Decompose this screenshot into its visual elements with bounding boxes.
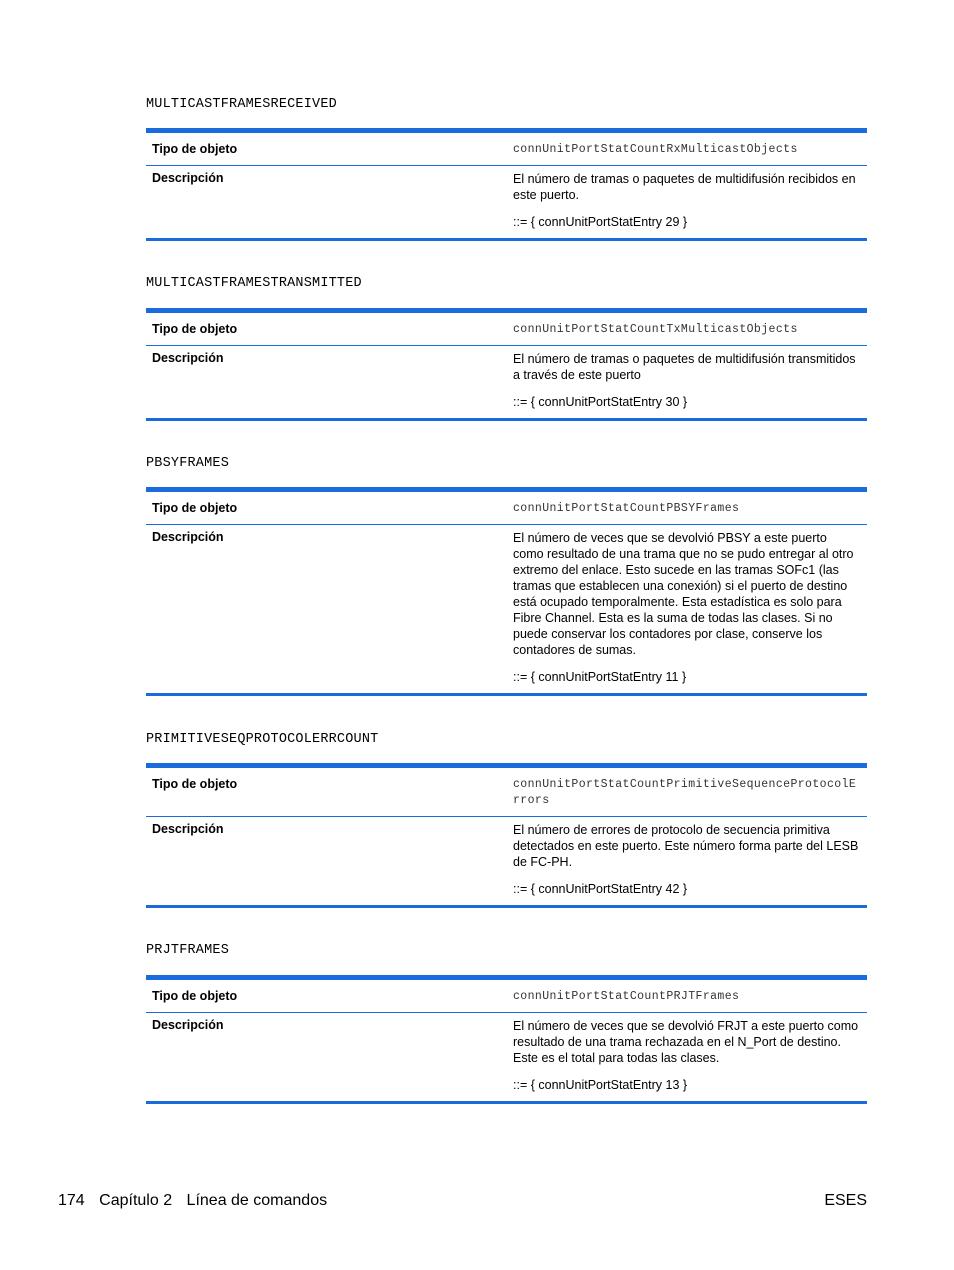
type-label: Tipo de objeto <box>152 777 238 791</box>
type-row <box>146 492 867 525</box>
type-row <box>146 313 867 346</box>
type-label: Tipo de objeto <box>152 989 238 1003</box>
section-pbsyframes <box>146 455 867 684</box>
description-label: Descripción <box>152 822 224 836</box>
section-title: PBSYFRAMES <box>146 456 230 471</box>
type-label: Tipo de objeto <box>152 322 238 336</box>
type-value: connUnitPortStatCountPRJTFrames <box>513 990 740 1003</box>
type-row <box>146 980 867 1013</box>
section-title: PRIMITIVESEQPROTOCOLERRCOUNT <box>146 732 379 747</box>
section-multicastframesreceived <box>146 96 867 229</box>
description-row <box>146 525 867 693</box>
entry-text: ::= { connUnitPortStatEntry 42 } <box>513 882 688 896</box>
description-row <box>146 346 867 418</box>
entry-text: ::= { connUnitPortStatEntry 11 } <box>513 670 687 684</box>
description-row <box>146 817 867 905</box>
section-title: MULTICASTFRAMESTRANSMITTED <box>146 276 362 291</box>
object-table <box>146 308 867 421</box>
type-value: connUnitPortStatCountPBSYFrames <box>513 502 740 515</box>
entry-text: ::= { connUnitPortStatEntry 29 } <box>513 215 688 229</box>
section-title: PRJTFRAMES <box>146 943 230 958</box>
section-title: MULTICASTFRAMESRECEIVED <box>146 97 337 112</box>
chapter-title: Línea de comandos <box>186 1192 328 1209</box>
type-row <box>146 768 867 817</box>
description-text: El número de tramas o paquetes de multidifusión transmitidos a través de este puerto <box>513 352 856 382</box>
chapter-label: Capítulo 2 <box>99 1192 173 1209</box>
entry-text: ::= { connUnitPortStatEntry 13 } <box>513 1078 688 1092</box>
description-label: Descripción <box>152 530 224 544</box>
page-number: 174 <box>58 1192 85 1209</box>
description-label: Descripción <box>152 171 224 185</box>
type-value: connUnitPortStatCountRxMulticastObjects <box>513 143 798 156</box>
section-multicastframestransmitted <box>146 275 867 409</box>
language-code: ESES <box>824 1192 867 1209</box>
description-row <box>146 1013 867 1101</box>
object-table <box>146 487 867 696</box>
type-value: connUnitPortStatCountPrimitiveSequenceProtocolErrors <box>513 778 857 807</box>
description-label: Descripción <box>152 351 224 365</box>
description-text: El número de tramas o paquetes de multidifusión recibidos en este puerto. <box>513 172 856 202</box>
section-primitiveseqprotocolerrcount <box>146 731 867 896</box>
page-footer <box>58 1192 867 1210</box>
description-label: Descripción <box>152 1018 224 1032</box>
type-label: Tipo de objeto <box>152 501 238 515</box>
section-prjtframes <box>146 942 867 1092</box>
description-text: El número de veces que se devolvió PBSY a este puerto como resultado de una trama que no se pudo entregar al otro extremo del enlace. Esto sucede en las tramas SOFc1 (las tramas que establecen una conexión) si el puerto de destino está ocupado temporalmente. Esta estadística es solo para Fibre Channel. Esta es la suma de todas las clases. Si no puede conservar los contadores por clase, conserve los contadores de sumas. <box>513 531 854 657</box>
type-value: connUnitPortStatCountTxMulticastObjects <box>513 323 798 336</box>
description-text: El número de errores de protocolo de secuencia primitiva detectados en este puerto. Este número forma parte del LESB de FC-PH. <box>513 823 859 869</box>
entry-text: ::= { connUnitPortStatEntry 30 } <box>513 395 688 409</box>
description-text: El número de veces que se devolvió FRJT a este puerto como resultado de una trama rechazada en el N_Port de destino. Este es el total para todas las clases. <box>513 1019 859 1065</box>
description-row <box>146 166 867 238</box>
object-table <box>146 128 867 241</box>
type-label: Tipo de objeto <box>152 142 238 156</box>
object-table <box>146 763 867 908</box>
object-table <box>146 975 867 1104</box>
type-row <box>146 133 867 166</box>
